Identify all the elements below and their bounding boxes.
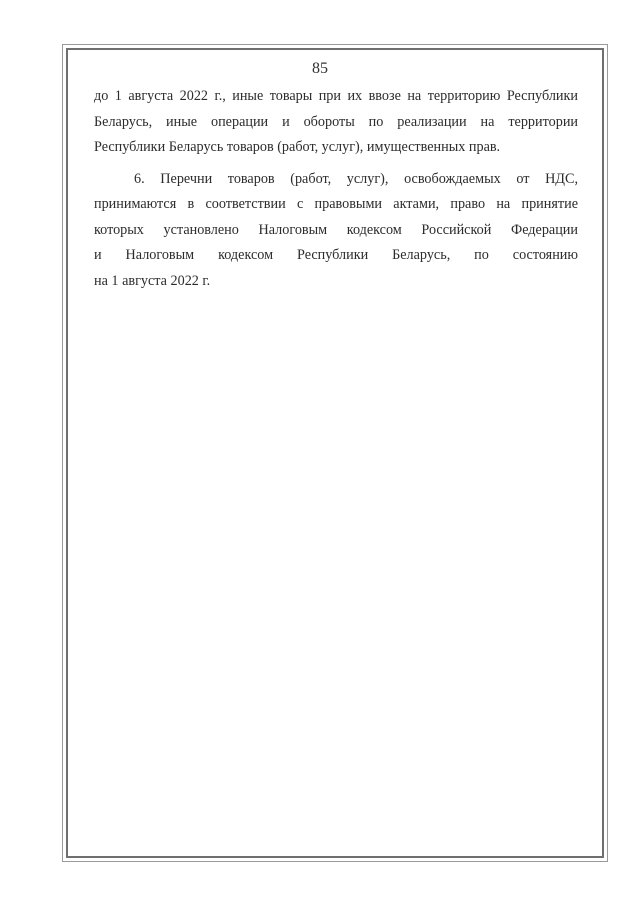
page-number: 85 bbox=[312, 60, 328, 77]
text-line: до 1 августа 2022 г., иные товары при их ввозе на территорию Республики bbox=[94, 88, 578, 104]
document-body bbox=[94, 84, 578, 294]
text-line: Беларусь, иные операции и обороты по реализации на территории bbox=[94, 113, 578, 130]
text-line: и Налоговым кодексом Республики Беларусь, по состоянию bbox=[94, 247, 578, 263]
text-line: 6. Перечни товаров (работ, услуг), освобождаемых от НДС, bbox=[134, 170, 578, 187]
text-line: на 1 августа 2022 г. bbox=[94, 272, 211, 289]
paragraph-continuation bbox=[94, 84, 578, 161]
paragraph-item-6 bbox=[94, 167, 578, 295]
text-line: Республики Беларусь товаров (работ, услуг), имущественных прав. bbox=[94, 139, 501, 155]
text-line: которых установлено Налоговым кодексом Российской Федерации bbox=[94, 221, 578, 238]
text-line: принимаются в соответствии с правовыми актами, право на принятие bbox=[94, 196, 578, 212]
